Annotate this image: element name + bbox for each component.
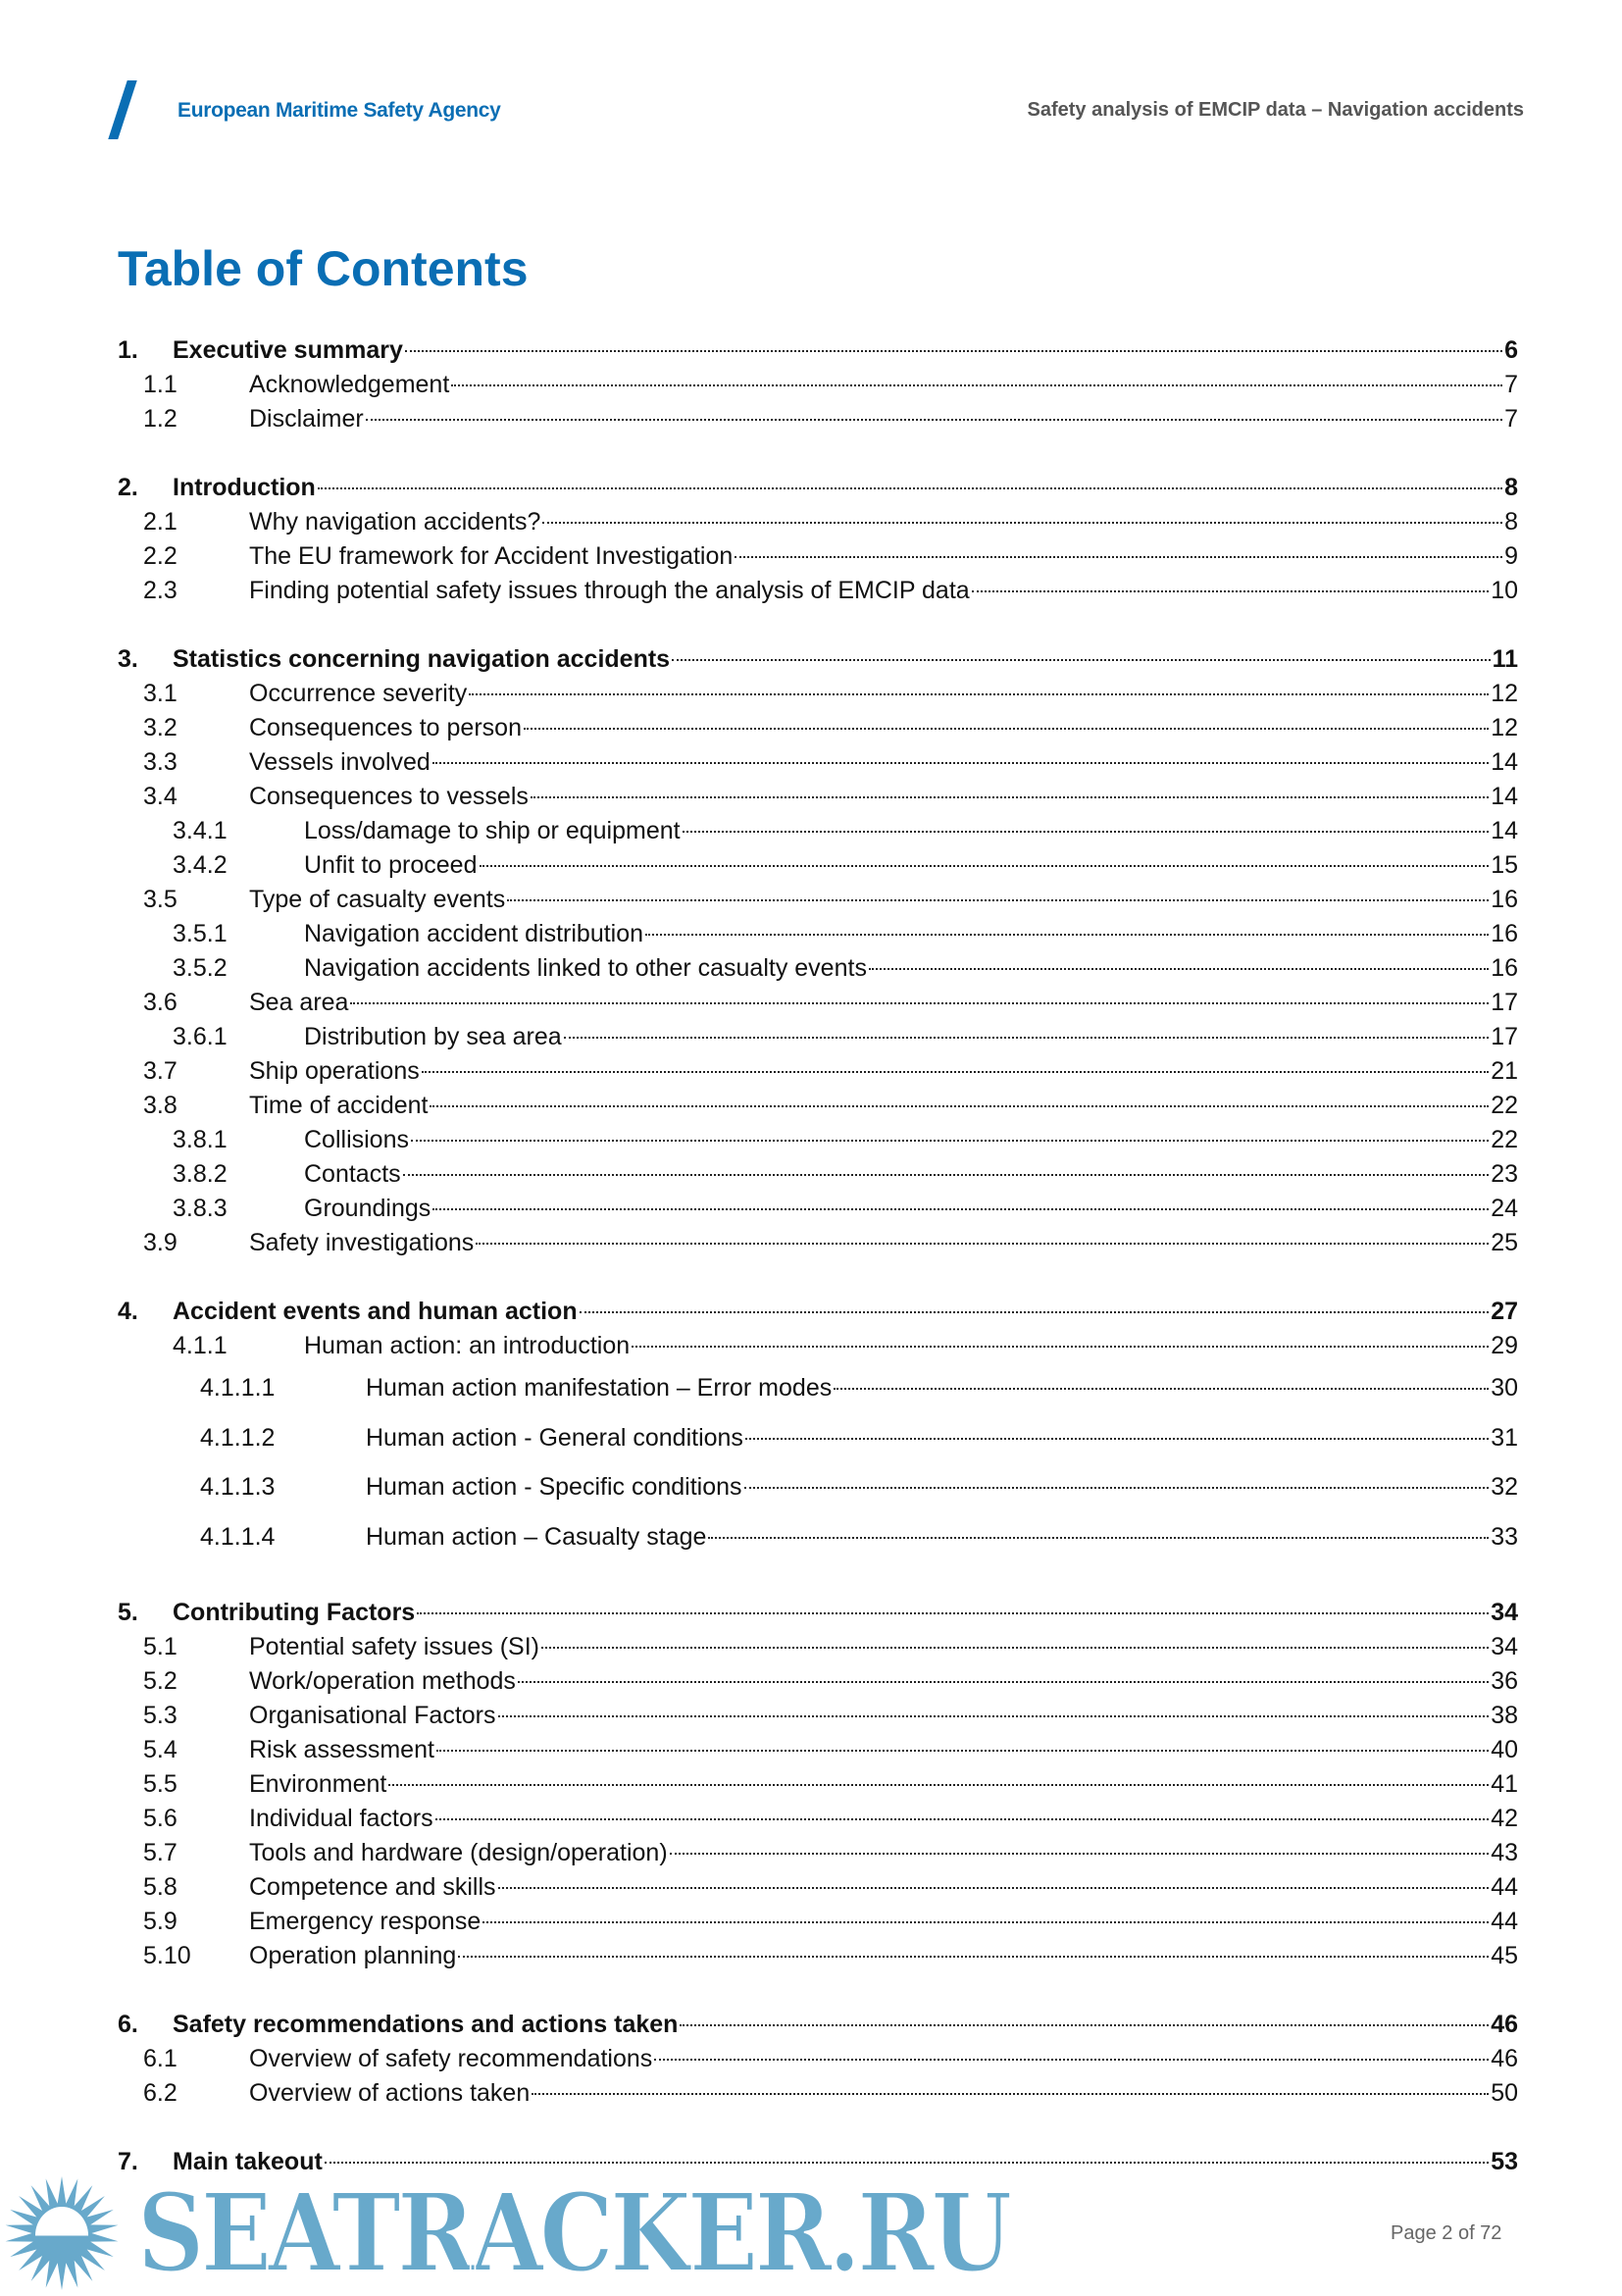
toc-entry-title: Type of casualty events (249, 886, 506, 913)
toc-entry[interactable] (118, 539, 1518, 574)
toc-entry-title: Consequences to person (249, 714, 522, 741)
toc-entry-title: Collisions (304, 1126, 409, 1153)
toc-entry[interactable] (118, 1413, 1518, 1463)
toc-entry-title: Individual factors (249, 1805, 433, 1832)
toc-entry-title: Vessels involved (249, 748, 431, 776)
toc-entry-page: 50 (1491, 2079, 1518, 2107)
toc-entry-number: 2.2 (143, 542, 177, 570)
toc-entry-title: Human action: an introduction (304, 1332, 631, 1359)
toc-dot-leader (654, 2059, 1489, 2061)
toc-entry-page: 16 (1491, 886, 1518, 913)
toc-entry-page: 31 (1491, 1423, 1518, 1452)
toc-entry[interactable] (118, 1802, 1518, 1836)
toc-entry-title: Overview of safety recommendations (249, 2045, 653, 2072)
toc-entry-page: 33 (1491, 1522, 1518, 1551)
toc-entry-page: 42 (1491, 1805, 1518, 1832)
toc-entry-title: Human action – Casualty stage (366, 1522, 707, 1551)
toc-dot-leader (422, 1071, 1489, 1073)
toc-entry-page: 27 (1491, 1298, 1518, 1325)
toc-entry[interactable] (118, 1630, 1518, 1664)
toc-entry[interactable] (118, 1699, 1518, 1733)
toc-entry-page: 22 (1491, 1092, 1518, 1119)
toc-entry[interactable] (118, 2008, 1518, 2042)
toc-entry-page: 25 (1491, 1229, 1518, 1256)
toc-entry[interactable] (118, 883, 1518, 917)
toc-dot-leader (580, 1311, 1490, 1313)
toc-entry-number: 5. (118, 1599, 138, 1626)
toc-dot-leader (417, 1612, 1489, 1614)
toc-entry[interactable] (118, 402, 1518, 436)
toc-entry-page: 29 (1491, 1332, 1518, 1359)
toc-entry-title: Safety investigations (249, 1229, 475, 1256)
toc-dot-leader (480, 865, 1490, 867)
toc-entry[interactable] (118, 711, 1518, 745)
toc-entry-title: Emergency response (249, 1908, 482, 1935)
toc-dot-leader (498, 1887, 1490, 1889)
toc-dot-leader (972, 590, 1490, 592)
toc-entry-page: 46 (1491, 2011, 1518, 2038)
toc-entry[interactable] (118, 1905, 1518, 1939)
toc-entry-number: 5.2 (143, 1667, 177, 1695)
toc-entry-title: Accident events and human action (173, 1298, 578, 1325)
toc-dot-leader (518, 1681, 1489, 1683)
toc-entry-title: Human action manifestation – Error modes (366, 1374, 833, 1402)
toc-entry[interactable] (118, 1192, 1518, 1226)
toc-entry-page: 9 (1504, 542, 1518, 570)
toc-entry[interactable] (118, 2042, 1518, 2076)
toc-entry-title: Ship operations (249, 1057, 420, 1085)
toc-dot-leader (325, 2162, 1489, 2164)
toc-dot-leader (632, 1346, 1489, 1348)
toc-entry-title: Potential safety issues (SI) (249, 1633, 539, 1660)
toc-entry-title: Risk assessment (249, 1736, 434, 1763)
toc-entry[interactable] (118, 951, 1518, 986)
toc-entry-number: 3.8.2 (173, 1160, 228, 1188)
toc-entry-title: Executive summary (173, 336, 403, 364)
toc-entry[interactable] (118, 814, 1518, 848)
toc-dot-leader (541, 1647, 1489, 1649)
toc-entry-number: 5.3 (143, 1702, 177, 1729)
toc-entry-number: 5.7 (143, 1839, 177, 1866)
toc-entry-number: 3.9 (143, 1229, 177, 1256)
toc-entry-number: 3.7 (143, 1057, 177, 1085)
toc-entry-title: Human action - General conditions (366, 1423, 743, 1452)
toc-entry[interactable] (118, 333, 1518, 368)
toc-entry-number: 4.1.1.3 (200, 1473, 276, 1501)
toc-dot-leader (432, 1208, 1489, 1210)
toc-entry[interactable] (118, 917, 1518, 951)
toc-entry-number: 3.4.2 (173, 851, 228, 879)
toc-entry[interactable] (118, 1295, 1518, 1329)
toc-entry-number: 6.2 (143, 2079, 177, 2107)
watermark-text: SEATRACKER.RU (137, 2169, 1009, 2296)
toc-dot-leader (432, 762, 1489, 764)
toc-dot-leader (708, 1537, 1489, 1539)
toc-dot-leader (834, 1388, 1489, 1390)
toc-entry-number: 3.8.3 (173, 1195, 228, 1222)
toc-entry[interactable] (118, 745, 1518, 780)
toc-entry[interactable] (118, 1020, 1518, 1054)
toc-entry[interactable] (118, 1462, 1518, 1512)
toc-entry-title: Occurrence severity (249, 680, 468, 707)
toc-dot-leader (482, 1921, 1489, 1923)
toc-entry[interactable] (118, 1329, 1518, 1363)
toc-entry-page: 53 (1491, 2148, 1518, 2175)
toc-entry-page: 17 (1491, 989, 1518, 1016)
toc-entry[interactable] (118, 574, 1518, 608)
toc-dot-leader (869, 968, 1489, 970)
toc-dot-leader (498, 1715, 1490, 1717)
toc-entry-number: 2.3 (143, 577, 177, 604)
toc-entry-page: 15 (1491, 851, 1518, 879)
toc-entry-page: 11 (1492, 645, 1518, 673)
toc-entry[interactable] (118, 1939, 1518, 1973)
toc-entry-title: Consequences to vessels (249, 783, 529, 810)
toc-entry-title: Acknowledgement (249, 371, 450, 398)
toc-entry-page: 43 (1491, 1839, 1518, 1866)
toc-entry-title: Finding potential safety issues through the analysis of EMCIP data (249, 577, 970, 604)
toc-entry-title: Tools and hardware (design/operation) (249, 1839, 668, 1866)
agency-name: European Maritime Safety Agency (177, 99, 501, 122)
toc-dot-leader (388, 1784, 1489, 1786)
toc-entry-page: 34 (1491, 1633, 1518, 1660)
toc-entry-page: 7 (1504, 405, 1518, 433)
toc-entry-number: 5.6 (143, 1805, 177, 1832)
toc-dot-leader (645, 934, 1489, 936)
toc-entry-page: 12 (1491, 680, 1518, 707)
toc-entry-title: Navigation accidents linked to other casualty events (304, 954, 867, 982)
toc-entry-page: 16 (1491, 954, 1518, 982)
toc-entry-number: 3.8.1 (173, 1126, 228, 1153)
toc-entry-page: 44 (1491, 1908, 1518, 1935)
toc-entry-number: 3.4.1 (173, 817, 228, 844)
toc-dot-leader (405, 350, 1502, 352)
page-number: Page 2 of 72 (1391, 2222, 1502, 2244)
toc-entry-number: 3.3 (143, 748, 177, 776)
toc-dot-leader (350, 1002, 1489, 1004)
toc-entry[interactable] (118, 471, 1518, 505)
toc-dot-leader (469, 693, 1489, 695)
toc-entry-number: 3.6 (143, 989, 177, 1016)
toc-entry[interactable] (118, 986, 1518, 1020)
toc-dot-leader (542, 522, 1502, 524)
toc-entry[interactable] (118, 1767, 1518, 1802)
toc-entry[interactable] (118, 1596, 1518, 1630)
toc-entry-page: 40 (1491, 1736, 1518, 1763)
toc-entry[interactable] (118, 642, 1518, 677)
toc-dot-leader (672, 659, 1490, 661)
document-title: Safety analysis of EMCIP data – Navigation accidents (1027, 99, 1524, 121)
toc-entry[interactable] (118, 368, 1518, 402)
toc-entry[interactable] (118, 1870, 1518, 1905)
toc-entry-title: Loss/damage to ship or equipment (304, 817, 681, 844)
toc-dot-leader (458, 1956, 1489, 1958)
toc-entry-title: Why navigation accidents? (249, 508, 541, 536)
toc-entry-title: Safety recommendations and actions taken (173, 2011, 679, 2038)
toc-entry[interactable] (118, 1157, 1518, 1192)
toc-entry-title: Disclaimer (249, 405, 364, 433)
toc-entry-page: 22 (1491, 1126, 1518, 1153)
emsa-logo-icon (108, 80, 136, 139)
toc-dot-leader (451, 384, 1502, 386)
toc-entry-page: 34 (1491, 1599, 1518, 1626)
toc-entry-title: Contributing Factors (173, 1599, 416, 1626)
toc-entry-number: 3.2 (143, 714, 177, 741)
toc-dot-leader (744, 1487, 1490, 1489)
toc-entry-title: Sea area (249, 989, 349, 1016)
toc-entry-title: Time of accident (249, 1092, 429, 1119)
toc-entry-page: 41 (1491, 1770, 1518, 1798)
toc-dot-leader (564, 1037, 1490, 1039)
toc-entry-number: 6.1 (143, 2045, 177, 2072)
toc-entry-number: 7. (118, 2148, 138, 2175)
toc-entry-page: 14 (1491, 817, 1518, 844)
toc-entry[interactable] (118, 1123, 1518, 1157)
toc-entry-title: Unfit to proceed (304, 851, 478, 879)
toc-entry-page: 16 (1491, 920, 1518, 947)
toc-entry-page: 46 (1491, 2045, 1518, 2072)
toc-entry-number: 5.9 (143, 1908, 177, 1935)
toc-entry-page: 36 (1491, 1667, 1518, 1695)
toc-entry-page: 6 (1504, 336, 1518, 364)
toc-dot-leader (366, 419, 1502, 421)
toc-entry-page: 7 (1504, 371, 1518, 398)
toc-entry-number: 4.1.1.1 (200, 1374, 276, 1402)
toc-entry-number: 4.1.1 (173, 1332, 228, 1359)
toc-entry-page: 32 (1491, 1473, 1518, 1501)
toc-entry-title: Work/operation methods (249, 1667, 516, 1695)
toc-entry[interactable] (118, 1226, 1518, 1260)
toc-dot-leader (683, 831, 1490, 833)
toc-entry-number: 2.1 (143, 508, 177, 536)
toc-entry-number: 5.8 (143, 1873, 177, 1901)
toc-entry-number: 5.5 (143, 1770, 177, 1798)
toc-entry-page: 14 (1491, 783, 1518, 810)
toc-entry-number: 3.5 (143, 886, 177, 913)
toc-entry-page: 10 (1491, 577, 1518, 604)
toc-entry[interactable] (118, 1512, 1518, 1562)
toc-entry[interactable] (118, 2076, 1518, 2111)
toc-entry[interactable] (118, 1054, 1518, 1089)
toc-dot-leader (524, 728, 1489, 730)
toc-dot-leader (403, 1174, 1490, 1176)
toc-entry[interactable] (118, 505, 1518, 539)
toc-entry-title: Navigation accident distribution (304, 920, 644, 947)
toc-entry-number: 1.1 (143, 371, 177, 398)
toc-entry-page: 30 (1491, 1374, 1518, 1402)
toc-entry-title: Introduction (173, 474, 316, 501)
toc-entry[interactable] (118, 1836, 1518, 1870)
toc-entry-page: 38 (1491, 1702, 1518, 1729)
toc-entry-page: 17 (1491, 1023, 1518, 1050)
toc-entry[interactable] (118, 780, 1518, 814)
toc-entry-page: 44 (1491, 1873, 1518, 1901)
toc-entry[interactable] (118, 848, 1518, 883)
page-title: Table of Contents (118, 241, 529, 296)
toc-entry-number: 5.10 (143, 1942, 191, 1969)
toc-entry-page: 12 (1491, 714, 1518, 741)
toc-dot-leader (532, 2093, 1489, 2095)
toc-entry-page: 21 (1491, 1057, 1518, 1085)
toc-entry-title: Operation planning (249, 1942, 457, 1969)
toc-entry-title: Human action - Specific conditions (366, 1473, 742, 1501)
toc-entry[interactable] (118, 1363, 1518, 1413)
toc-entry-page: 8 (1504, 508, 1518, 536)
toc-entry-title: Overview of actions taken (249, 2079, 531, 2107)
toc-entry-number: 1. (118, 336, 138, 364)
toc-entry-page: 8 (1504, 474, 1518, 501)
toc-entry-title: Statistics concerning navigation accidents (173, 645, 671, 673)
toc-entry-number: 4. (118, 1298, 138, 1325)
toc-entry-number: 3.8 (143, 1092, 177, 1119)
toc-entry-page: 45 (1491, 1942, 1518, 1969)
toc-dot-leader (318, 487, 1502, 489)
toc-entry-title: The EU framework for Accident Investigation (249, 542, 734, 570)
toc-entry-number: 2. (118, 474, 138, 501)
toc-dot-leader (476, 1243, 1489, 1245)
toc-entry-number: 6. (118, 2011, 138, 2038)
toc-entry-number: 3.4 (143, 783, 177, 810)
toc-entry[interactable] (118, 1089, 1518, 1123)
toc-entry-number: 5.1 (143, 1633, 177, 1660)
toc-entry-number: 3.5.2 (173, 954, 228, 982)
toc-dot-leader (507, 899, 1489, 901)
toc-entry-number: 3.5.1 (173, 920, 228, 947)
toc-entry-title: Contacts (304, 1160, 401, 1188)
toc-dot-leader (745, 1438, 1489, 1440)
toc-entry-page: 23 (1491, 1160, 1518, 1188)
table-of-contents (118, 333, 1518, 2179)
toc-entry-title: Distribution by sea area (304, 1023, 562, 1050)
toc-entry-title: Competence and skills (249, 1873, 496, 1901)
toc-entry-title: Groundings (304, 1195, 431, 1222)
toc-entry-number: 3.1 (143, 680, 177, 707)
toc-entry-title: Organisational Factors (249, 1702, 496, 1729)
toc-entry-title: Environment (249, 1770, 387, 1798)
toc-dot-leader (411, 1140, 1489, 1142)
toc-entry-number: 3.6.1 (173, 1023, 228, 1050)
toc-dot-leader (670, 1853, 1490, 1855)
toc-entry-number: 4.1.1.2 (200, 1423, 276, 1452)
toc-entry-number: 5.4 (143, 1736, 177, 1763)
toc-entry-number: 4.1.1.4 (200, 1522, 276, 1551)
toc-entry[interactable] (118, 1733, 1518, 1767)
toc-dot-leader (735, 556, 1502, 558)
toc-dot-leader (430, 1105, 1489, 1107)
toc-dot-leader (531, 796, 1489, 798)
toc-dot-leader (435, 1818, 1490, 1820)
toc-entry-page: 24 (1491, 1195, 1518, 1222)
toc-entry[interactable] (118, 1664, 1518, 1699)
watermark-sun-icon (4, 2175, 120, 2291)
toc-dot-leader (436, 1750, 1489, 1752)
toc-entry-title: Main takeout (173, 2148, 323, 2175)
toc-entry[interactable] (118, 677, 1518, 711)
toc-entry-number: 1.2 (143, 405, 177, 433)
toc-entry-number: 3. (118, 645, 138, 673)
toc-dot-leader (680, 2024, 1489, 2026)
toc-entry-page: 14 (1491, 748, 1518, 776)
